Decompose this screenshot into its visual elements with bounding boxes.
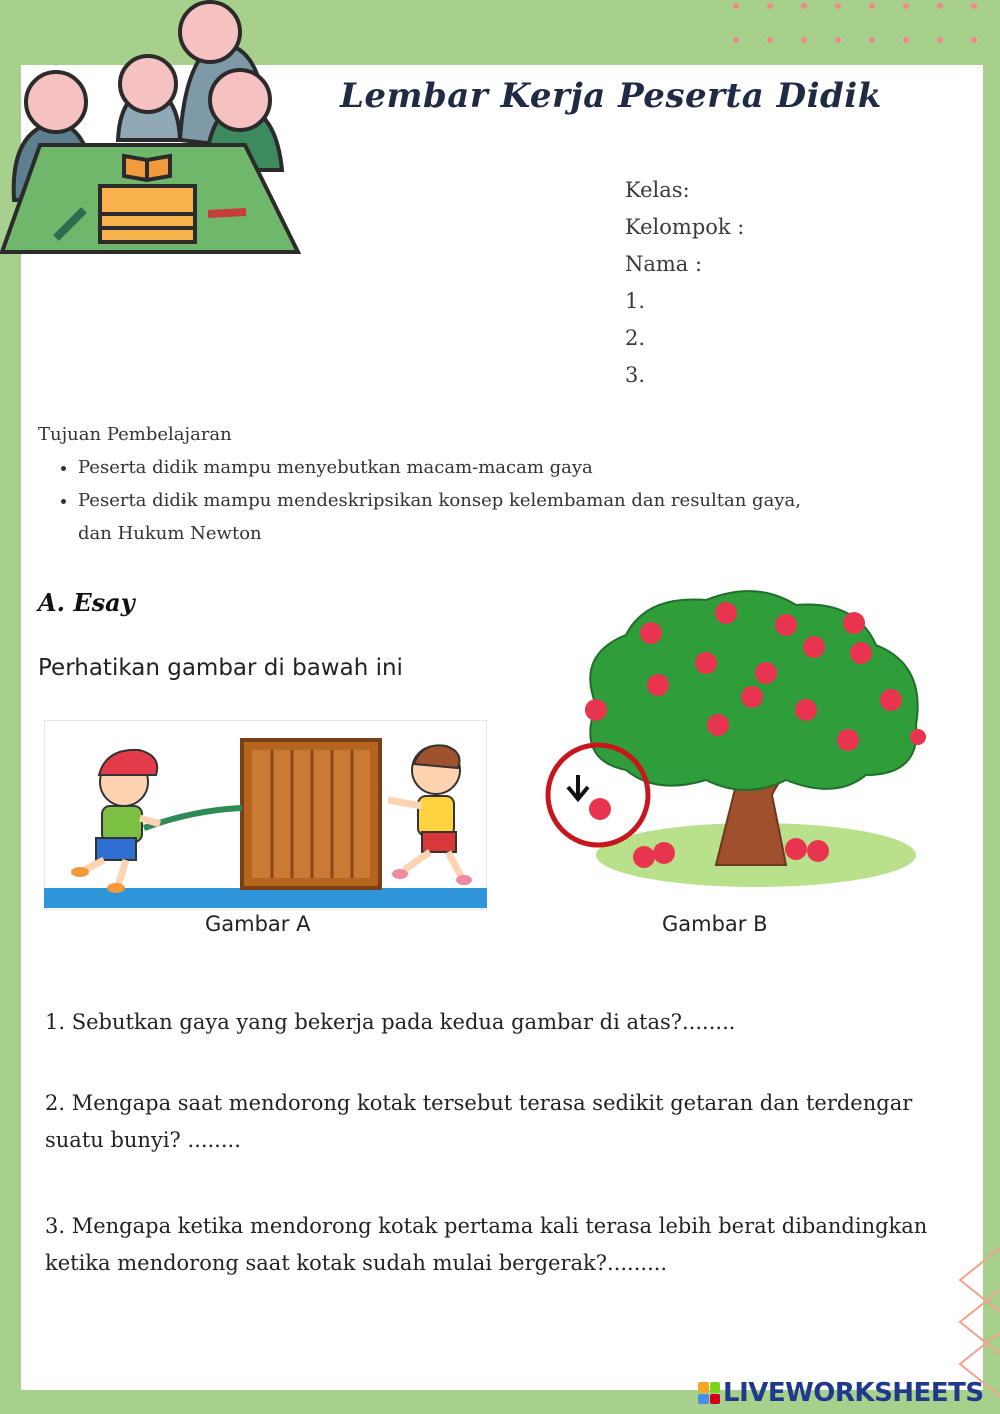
liveworksheets-mark-icon: [698, 1382, 720, 1404]
learning-objectives: [38, 424, 838, 550]
question-2: 2. Mengapa saat mendorong kotak tersebut terasa sedikit getaran dan terdengar suatu bunyi? ........: [45, 1091, 913, 1152]
name-line-1: 1.: [625, 289, 646, 313]
figure-a-caption: Gambar A: [205, 912, 311, 936]
brand-wordmark: LIVEWORKSHEETS: [723, 1378, 984, 1408]
objective-item: • Peserta didik mampu menyebutkan macam-macam gaya: [78, 451, 838, 484]
group-discussion-illustration: [0, 0, 305, 260]
class-label: Kelas:: [625, 178, 690, 202]
question-3: 3. Mengapa ketika mendorong kotak pertama kali terasa lebih berat dibandingkan ketika mendorong saat kotak sudah mulai bergerak?.........: [45, 1214, 928, 1275]
group-label: Kelompok :: [625, 215, 745, 239]
figure-a-push-pull-illustration: [44, 720, 487, 910]
liveworksheets-logo: [698, 1378, 984, 1408]
name-label: Nama :: [625, 252, 703, 276]
worksheet-title: Lembar Kerja Peserta Didik: [340, 76, 882, 116]
instruction-text: Perhatikan gambar di bawah ini: [38, 655, 403, 681]
name-line-3: 3.: [625, 363, 646, 387]
objectives-list: [38, 451, 838, 550]
figure-b-apple-tree-illustration: [536, 585, 926, 900]
objective-item: • Peserta didik mampu mendeskripsikan konsep kelembaman dan resultan gaya, dan Hukum Newton: [78, 484, 838, 550]
objectives-heading: Tujuan Pembelajaran: [38, 424, 232, 445]
student-identity-block: [625, 172, 744, 394]
name-line-2: 2.: [625, 326, 646, 350]
question-1: 1. Sebutkan gaya yang bekerja pada kedua gambar di atas?........: [45, 1010, 736, 1034]
section-title: A. Esay: [38, 588, 135, 617]
figure-b-caption: Gambar B: [662, 912, 768, 936]
decorative-chevrons: [950, 1240, 1000, 1400]
